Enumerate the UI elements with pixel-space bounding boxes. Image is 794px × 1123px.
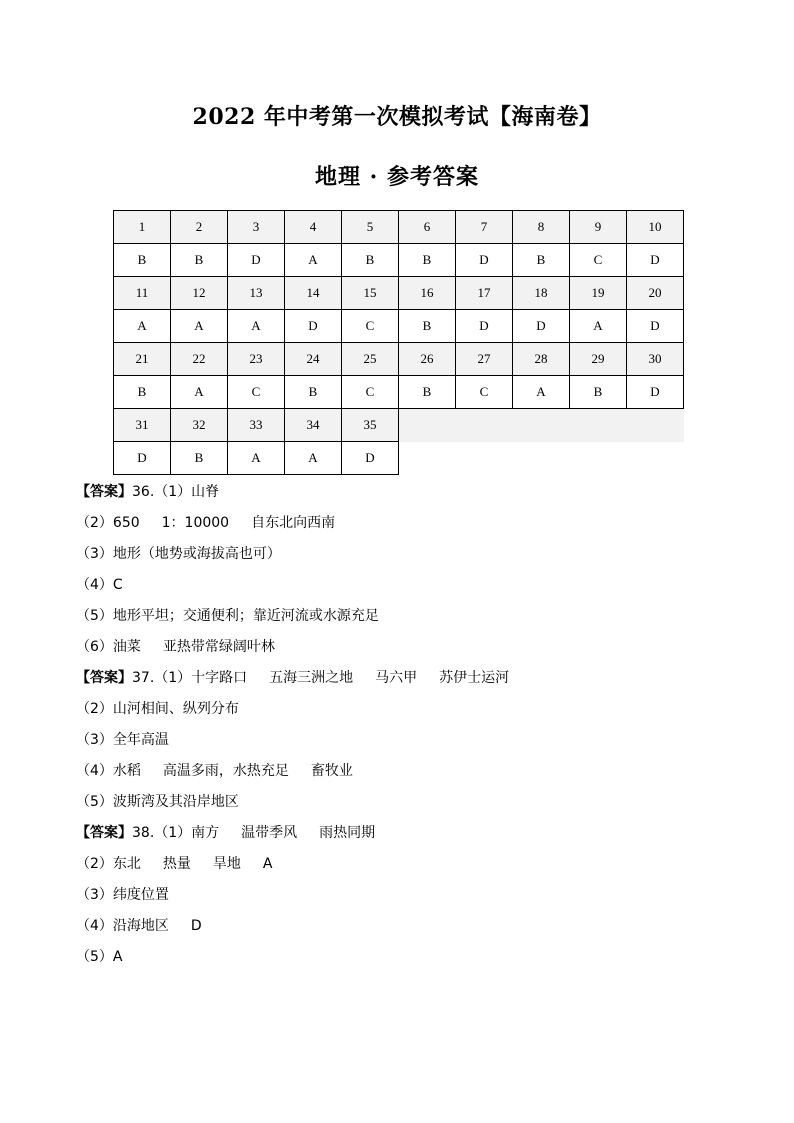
answer-text: （3）地形（地势或海拔高也可） [76,546,281,562]
answer-cell: A [285,442,342,475]
empty-cell [399,409,456,442]
answer-row [114,376,684,409]
answer-text: （2）东北 [76,856,141,872]
empty-cell [456,409,513,442]
empty-cell [570,442,627,475]
page-title: 2022 年中考第一次模拟考试【海南卷】 [192,104,602,130]
question-number-cell: 19 [570,277,627,310]
answer-text: 苏伊士运河 [439,670,510,686]
question-number-cell: 31 [114,409,171,442]
question-number-cell: 12 [171,277,228,310]
answer-cell: C [456,376,513,409]
answer-cell: A [285,244,342,277]
page-subtitle: 地理 · 参考答案 [315,164,479,190]
answer-text: （5）地形平坦；交通便利；靠近河流或水源充足 [76,608,379,624]
question-number-cell: 3 [228,211,285,244]
answer-text: A [262,856,273,872]
answer-cell: B [171,244,228,277]
question-number-cell: 29 [570,343,627,376]
answer-text: （2）山河相间、纵列分布 [76,701,239,717]
question-number-cell: 17 [456,277,513,310]
answer-line [76,790,736,821]
question-number-cell: 22 [171,343,228,376]
answer-text: 自东北向西南 [251,515,336,531]
answer-text: 马六甲 [375,670,418,686]
question-number-cell: 23 [228,343,285,376]
question-number-cell: 9 [570,211,627,244]
answer-cell: B [513,244,570,277]
question-number-cell: 26 [399,343,456,376]
answer-cell: D [513,310,570,343]
answer-text: 畜牧业 [310,763,353,779]
question-number-cell: 30 [627,343,684,376]
answer-line [76,914,736,945]
question-number-cell: 27 [456,343,513,376]
question-number-cell: 6 [399,211,456,244]
answer-cell: A [171,376,228,409]
answer-text: 热量 [162,856,191,872]
answer-line [76,542,736,573]
answer-cell: B [342,244,399,277]
question-number-cell: 24 [285,343,342,376]
question-number-cell: 32 [171,409,228,442]
answer-text: （5）A [76,949,123,965]
answer-text: （5）波斯湾及其沿岸地区 [76,794,239,810]
answer-text: 旱地 [212,856,241,872]
answer-tag: 【答案】 [76,825,132,841]
question-number-cell: 33 [228,409,285,442]
answer-text: 38.（1）南方 [132,825,220,841]
answer-row [114,244,684,277]
answer-cell: C [342,310,399,343]
question-number-cell: 5 [342,211,399,244]
answer-text: （6）油菜 [76,639,141,655]
answer-cell: D [456,244,513,277]
answer-cell: D [627,376,684,409]
question-number-cell: 21 [114,343,171,376]
answer-text: （4）沿海地区 [76,918,169,934]
answer-line [76,511,736,542]
question-number-cell: 7 [456,211,513,244]
answer-text: 五海三洲之地 [269,670,354,686]
answer-text: （3）全年高温 [76,732,169,748]
answer-cell: B [570,376,627,409]
empty-cell [513,409,570,442]
answer-tag: 【答案】 [76,670,132,686]
answer-line [76,728,736,759]
empty-cell [627,442,684,475]
empty-cell [513,442,570,475]
answer-row [114,310,684,343]
answer-cell: C [228,376,285,409]
answer-cell: A [570,310,627,343]
answer-line [76,480,736,511]
answer-cell: A [513,376,570,409]
answer-text: 1：10000 [161,515,230,531]
question-number-cell: 16 [399,277,456,310]
question-number-cell: 10 [627,211,684,244]
answer-line [76,759,736,790]
answer-text: （2）650 [76,515,140,531]
empty-cell [627,409,684,442]
question-number-row [114,409,684,442]
answer-text: 温带季风 [241,825,298,841]
answer-cell: A [228,442,285,475]
empty-cell [570,409,627,442]
question-number-cell: 14 [285,277,342,310]
answer-line [76,821,736,852]
answer-text: （4）水稻 [76,763,141,779]
answer-row [114,442,684,475]
answer-text: 高温多雨，水热充足 [162,763,289,779]
question-number-cell: 8 [513,211,570,244]
answer-cell: D [285,310,342,343]
question-number-cell: 15 [342,277,399,310]
answer-cell: D [342,442,399,475]
question-number-cell: 2 [171,211,228,244]
answer-line [76,573,736,604]
answer-cell: A [228,310,285,343]
answer-text: 亚热带常绿阔叶林 [162,639,275,655]
answer-line [76,697,736,728]
answer-cell: D [228,244,285,277]
answer-cell: D [627,310,684,343]
question-number-cell: 11 [114,277,171,310]
question-number-cell: 1 [114,211,171,244]
question-number-cell: 20 [627,277,684,310]
answer-cell: C [570,244,627,277]
answer-cell: B [114,244,171,277]
answer-line [76,604,736,635]
answer-list [76,480,736,976]
answer-cell: D [627,244,684,277]
question-number-row [114,277,684,310]
answer-text: 36.（1）山脊 [132,484,220,500]
question-number-cell: 25 [342,343,399,376]
answer-text: （3）纬度位置 [76,887,169,903]
empty-cell [456,442,513,475]
question-number-cell: 34 [285,409,342,442]
answer-line [76,635,736,666]
answer-cell: B [285,376,342,409]
question-number-cell: 18 [513,277,570,310]
question-number-cell: 28 [513,343,570,376]
answer-cell: B [399,244,456,277]
question-number-cell: 13 [228,277,285,310]
answer-line [76,883,736,914]
answer-cell: D [456,310,513,343]
answer-cell: A [114,310,171,343]
answer-text: （4）C [76,577,123,593]
empty-cell [399,442,456,475]
answer-table [113,210,684,475]
answer-cell: C [342,376,399,409]
answer-line [76,852,736,883]
answer-text: 37.（1）十字路口 [132,670,248,686]
answer-cell: B [171,442,228,475]
answer-text: D [190,918,202,934]
answer-line [76,945,736,976]
question-number-row [114,211,684,244]
question-number-row [114,343,684,376]
question-number-cell: 35 [342,409,399,442]
answer-text: 雨热同期 [319,825,376,841]
answer-cell: D [114,442,171,475]
answer-cell: B [399,310,456,343]
answer-cell: A [171,310,228,343]
answer-line [76,666,736,697]
answer-cell: B [114,376,171,409]
answer-cell: B [399,376,456,409]
question-number-cell: 4 [285,211,342,244]
answer-tag: 【答案】 [76,484,132,500]
